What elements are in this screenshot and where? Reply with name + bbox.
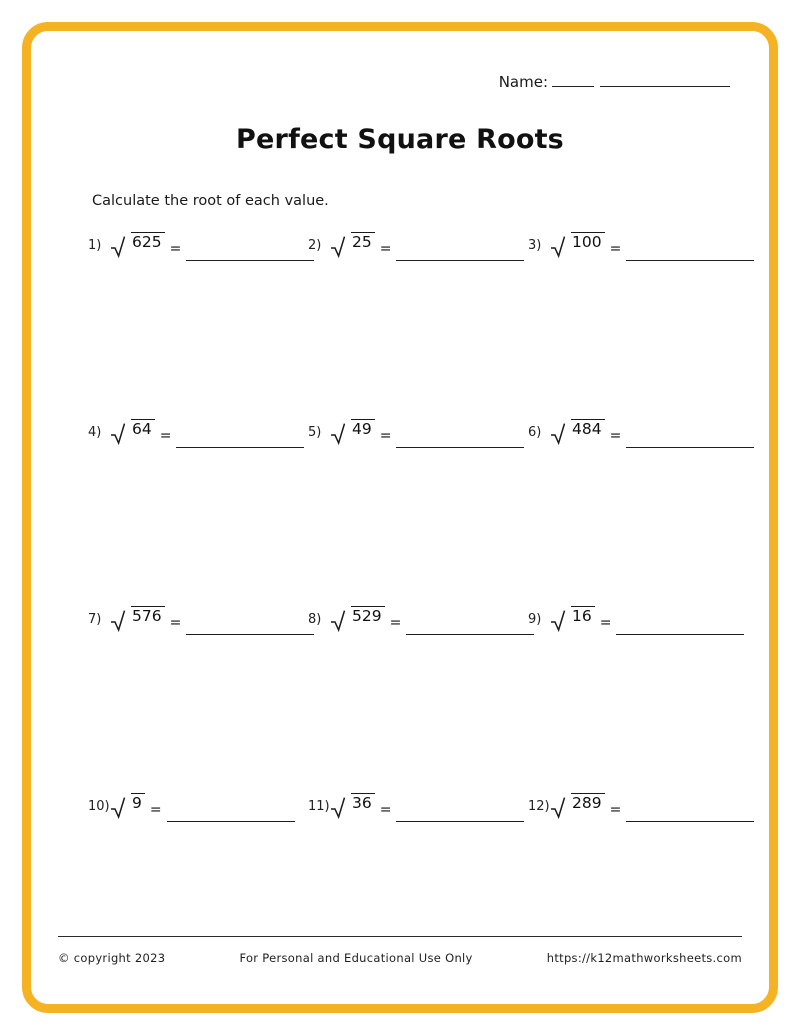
problem-expression	[550, 600, 744, 635]
radicand-value: 484	[571, 419, 605, 439]
answer-blank[interactable]	[396, 240, 524, 261]
answer-blank[interactable]	[176, 427, 304, 448]
square-root-icon	[110, 419, 126, 445]
equals-sign: =	[379, 801, 392, 818]
problem-cell	[308, 600, 528, 787]
problem-number: 4)	[88, 425, 102, 440]
instructions-text: Calculate the root of each value.	[92, 193, 329, 209]
radicand-value: 576	[131, 606, 165, 626]
footer-url: https://k12mathworksheets.com	[546, 951, 742, 965]
radicand-value: 529	[351, 606, 385, 626]
answer-blank[interactable]	[626, 427, 754, 448]
problem-expression	[330, 413, 524, 448]
answer-blank[interactable]	[186, 240, 314, 261]
problem-expression	[550, 226, 754, 261]
square-root-icon	[550, 606, 566, 632]
equals-sign: =	[379, 427, 392, 444]
square-root-icon	[330, 606, 346, 632]
answer-blank[interactable]	[616, 614, 744, 635]
square-root-icon	[330, 419, 346, 445]
equals-sign: =	[609, 427, 622, 444]
radicand-value: 100	[571, 232, 605, 252]
radicand-value: 36	[351, 793, 375, 813]
footer-divider	[58, 936, 742, 937]
radicand-value: 16	[571, 606, 595, 626]
problem-cell	[308, 226, 528, 413]
radicand-value: 9	[131, 793, 145, 813]
answer-blank[interactable]	[167, 801, 295, 822]
square-root-icon	[550, 793, 566, 819]
answer-blank[interactable]	[396, 427, 524, 448]
name-label: Name:	[498, 73, 548, 91]
problem-number: 1)	[88, 238, 102, 253]
equals-sign: =	[609, 240, 622, 257]
square-root-icon	[110, 232, 126, 258]
footer-usage-note: For Personal and Educational Use Only	[239, 951, 473, 965]
problem-cell	[528, 226, 748, 413]
equals-sign: =	[149, 801, 162, 818]
answer-blank[interactable]	[626, 240, 754, 261]
problem-expression	[110, 787, 295, 822]
problem-cell	[528, 600, 748, 787]
problem-row	[88, 226, 748, 413]
radicand-value: 49	[351, 419, 375, 439]
radicand-value: 25	[351, 232, 375, 252]
problem-grid	[88, 226, 748, 927]
problem-number: 6)	[528, 425, 542, 440]
equals-sign: =	[169, 240, 182, 257]
square-root-icon	[550, 232, 566, 258]
problem-expression	[110, 413, 304, 448]
square-root-icon	[330, 793, 346, 819]
problem-cell	[528, 413, 748, 600]
problem-cell	[88, 787, 308, 927]
problem-expression	[110, 600, 314, 635]
equals-sign: =	[389, 614, 402, 631]
worksheet-content	[40, 40, 760, 995]
name-input-long[interactable]	[600, 72, 730, 87]
problem-expression	[110, 226, 314, 261]
square-root-icon	[330, 232, 346, 258]
problem-expression	[330, 787, 524, 822]
answer-blank[interactable]	[406, 614, 534, 635]
problem-number: 11)	[308, 799, 330, 814]
problem-number: 5)	[308, 425, 322, 440]
footer	[58, 951, 742, 965]
square-root-icon	[110, 606, 126, 632]
problem-number: 3)	[528, 238, 542, 253]
problem-row	[88, 600, 748, 787]
page-title: Perfect Square Roots	[236, 124, 564, 155]
problem-expression	[330, 600, 534, 635]
name-field-row	[70, 72, 730, 91]
name-input-short[interactable]	[552, 72, 594, 87]
problem-expression	[330, 226, 524, 261]
problem-cell	[528, 787, 748, 927]
problem-expression	[550, 787, 754, 822]
problem-row	[88, 413, 748, 600]
problem-number: 8)	[308, 612, 322, 627]
equals-sign: =	[609, 801, 622, 818]
problem-cell	[88, 413, 308, 600]
problem-cell	[88, 226, 308, 413]
problem-number: 10)	[88, 799, 110, 814]
problem-number: 7)	[88, 612, 102, 627]
footer-copyright: © copyright 2023	[58, 951, 166, 965]
answer-blank[interactable]	[626, 801, 754, 822]
square-root-icon	[550, 419, 566, 445]
equals-sign: =	[159, 427, 172, 444]
problem-expression	[550, 413, 754, 448]
equals-sign: =	[379, 240, 392, 257]
problem-number: 2)	[308, 238, 322, 253]
radicand-value: 64	[131, 419, 155, 439]
equals-sign: =	[169, 614, 182, 631]
radicand-value: 289	[571, 793, 605, 813]
problem-cell	[88, 600, 308, 787]
equals-sign: =	[599, 614, 612, 631]
answer-blank[interactable]	[396, 801, 524, 822]
problem-number: 12)	[528, 799, 550, 814]
problem-number: 9)	[528, 612, 542, 627]
answer-blank[interactable]	[186, 614, 314, 635]
square-root-icon	[110, 793, 126, 819]
problem-row	[88, 787, 748, 927]
problem-cell	[308, 787, 528, 927]
problem-cell	[308, 413, 528, 600]
radicand-value: 625	[131, 232, 165, 252]
